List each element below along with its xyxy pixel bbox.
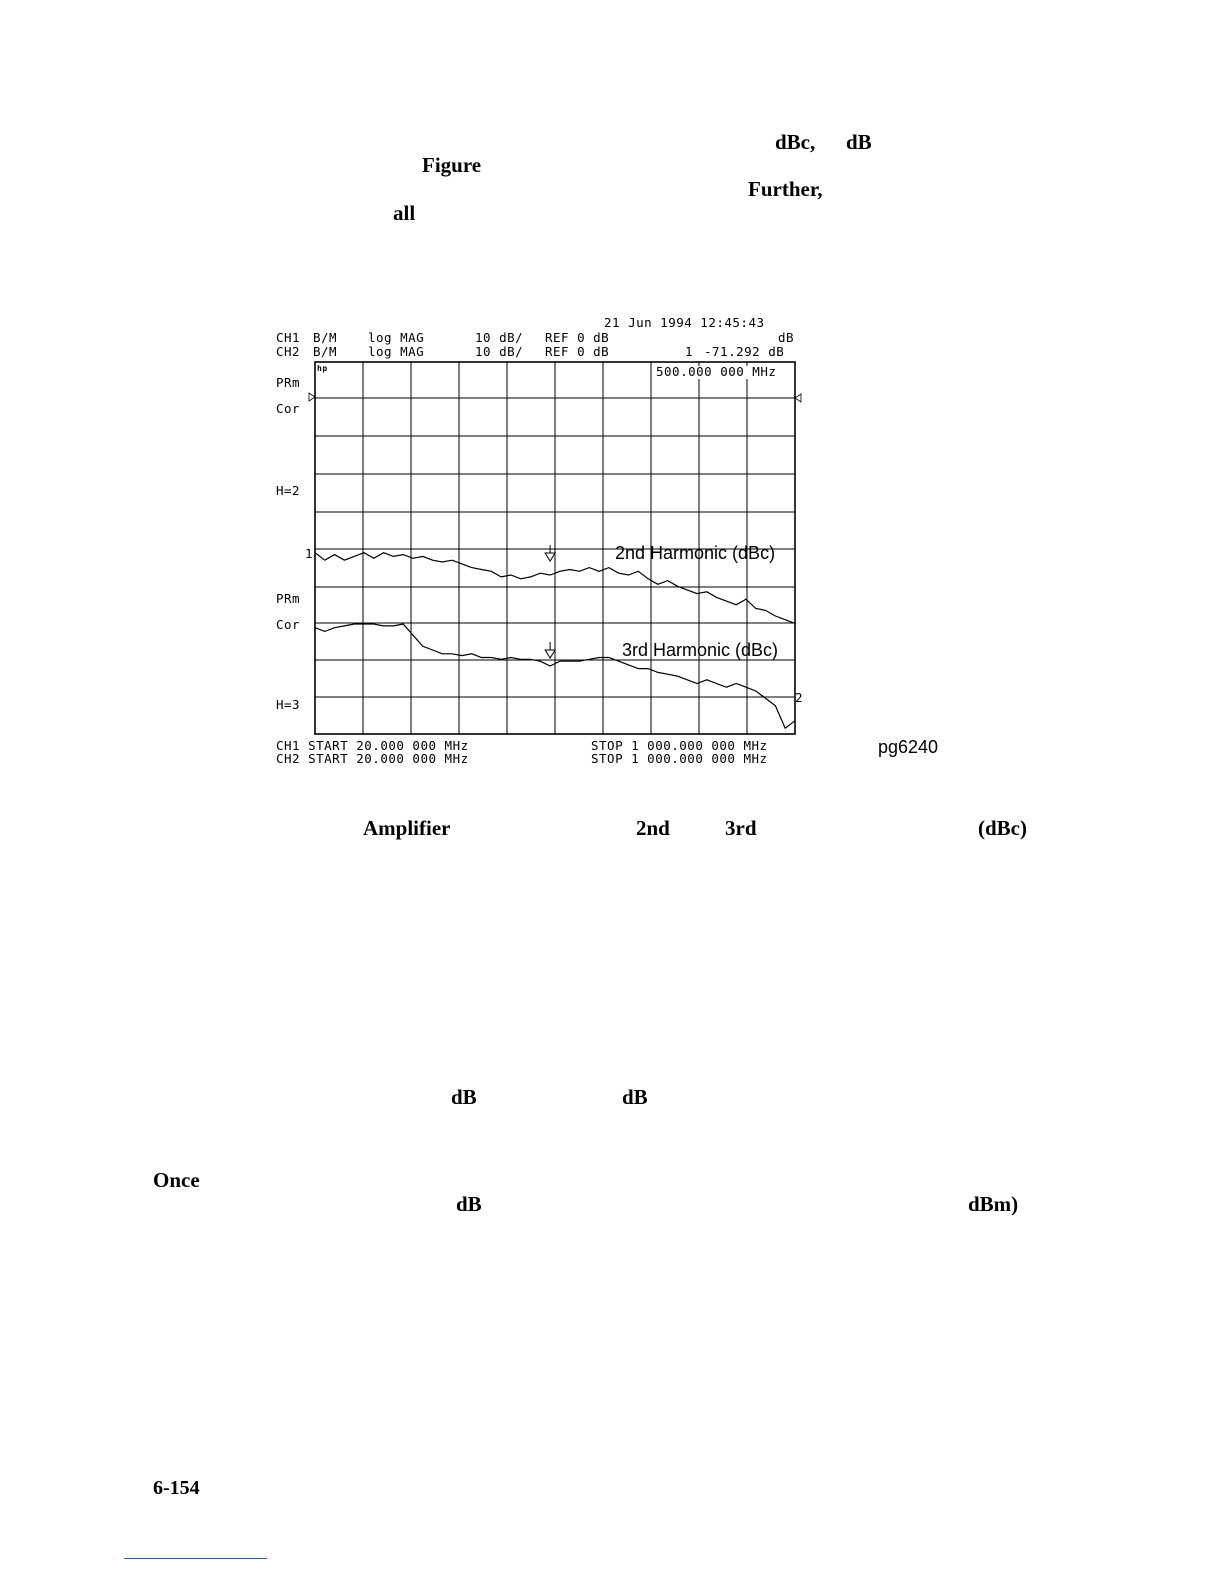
ch2-marker-num: 1	[685, 344, 694, 359]
text-dbc-1: dBc,	[775, 130, 816, 154]
annot-h2: H=2	[276, 483, 301, 498]
ch2-start: CH2 START 20.000 000 MHz	[276, 751, 469, 766]
ch1-scale: 10 dB/	[475, 330, 524, 345]
marker-1-ch2	[545, 650, 555, 658]
ref-pointer-left	[309, 393, 315, 401]
ch2-readout: -71.292 dB	[704, 344, 785, 359]
annot-h3: H=3	[276, 697, 301, 712]
text-further: Further,	[748, 177, 823, 201]
ch1-start: CH1 START 20.000 000 MHz	[276, 738, 469, 753]
ch2-ref: REF 0 dB	[545, 344, 610, 359]
ch1-stop: STOP 1 000.000 000 MHz	[591, 738, 768, 753]
text-all: all	[393, 201, 416, 225]
ch1-meas: B/M	[313, 330, 338, 345]
text-db-4: dB	[456, 1192, 482, 1216]
ch2-channel: CH2	[276, 344, 301, 359]
ch2-format: log MAG	[368, 344, 425, 359]
ref-pointer-right	[795, 394, 801, 402]
text-db-2: dB	[451, 1085, 477, 1109]
plot-markers	[545, 545, 555, 658]
caption-2nd: 2nd	[636, 816, 670, 840]
ch1-channel: CH1	[276, 330, 301, 345]
trace-label-3rd-harmonic: 3rd Harmonic (dBc)	[622, 640, 779, 660]
ch2-stop: STOP 1 000.000 000 MHz	[591, 751, 768, 766]
caption-dbc: (dBc)	[978, 816, 1027, 840]
marker-1-ch1	[545, 553, 555, 561]
caption-3rd: 3rd	[725, 816, 757, 840]
text-db-3: dB	[622, 1085, 648, 1109]
annot-prm-2: PRm	[276, 591, 301, 606]
annot-ref-2: 2	[795, 690, 804, 705]
page-number: 6-154	[153, 1477, 200, 1499]
annot-ref-1: 1	[305, 546, 314, 561]
caption-amplifier: Amplifier	[363, 816, 451, 840]
ch1-format: log MAG	[368, 330, 425, 345]
hp-logo: hp	[317, 364, 328, 373]
annot-prm-1: PRm	[276, 375, 301, 390]
footer-rule	[124, 1558, 267, 1559]
ch1-ref: REF 0 dB	[545, 330, 610, 345]
ch1-readout: dB	[778, 330, 795, 345]
text-once: Once	[153, 1168, 200, 1192]
annot-cor-1: Cor	[276, 401, 301, 416]
annot-cor-2: Cor	[276, 617, 301, 632]
trace-label-2nd-harmonic: 2nd Harmonic (dBc)	[615, 543, 776, 563]
text-figure-ref[interactable]: Figure	[422, 153, 482, 177]
figure-id-label: pg6240	[878, 737, 939, 757]
ch2-meas: B/M	[313, 344, 338, 359]
ch2-scale: 10 dB/	[475, 344, 524, 359]
text-db-1: dB	[846, 130, 872, 154]
plot-timestamp: 21 Jun 1994 12:45:43	[604, 315, 765, 330]
marker-frequency: 500.000 000 MHz	[656, 364, 777, 379]
text-dbm: dBm)	[968, 1192, 1019, 1216]
